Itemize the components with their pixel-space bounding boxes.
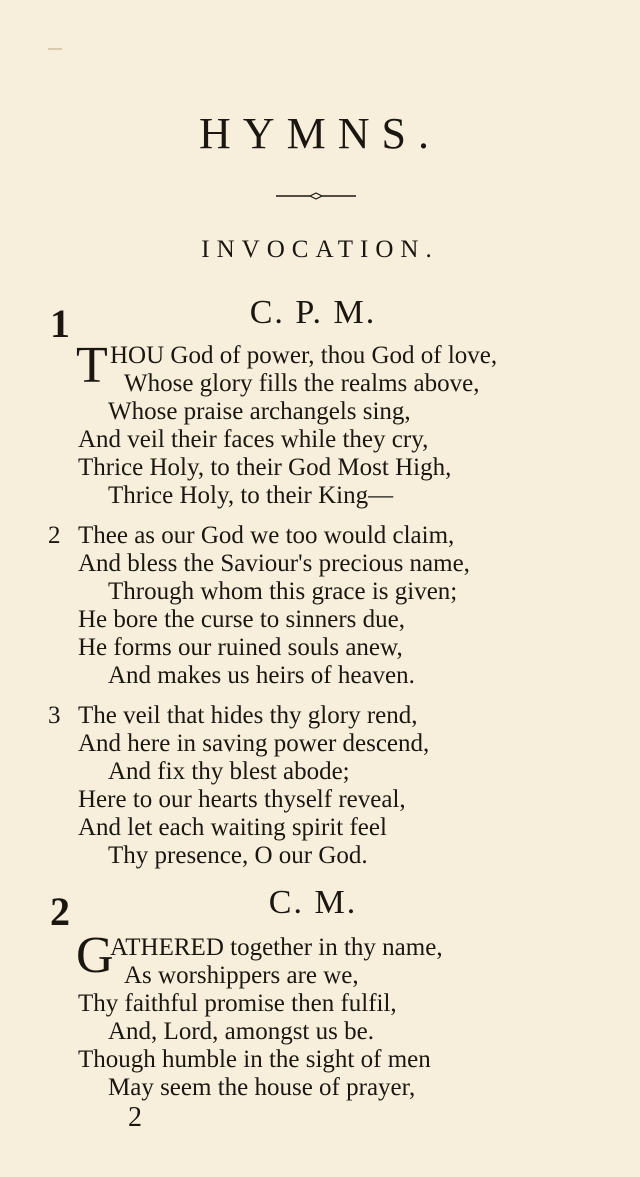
hymn-meter: C. M. (268, 884, 358, 921)
hymn-line: Though humble in the sight of men (78, 1046, 431, 1073)
hymn-line: And, Lord, amongst us be. (108, 1018, 374, 1045)
hymn-line: May seem the house of prayer, (108, 1074, 416, 1101)
hymn-line: Whose praise archangels sing, (108, 398, 411, 425)
section-heading: INVOCATION. (201, 236, 439, 263)
hymn-line: And veil their faces while they cry, (78, 426, 429, 453)
hymn-line: Thrice Holy, to their King— (108, 482, 394, 509)
hymn-line: And makes us heirs of heaven. (108, 662, 415, 689)
hymn-line: Thy faithful promise then fulfil, (78, 990, 397, 1017)
hymn-line: And here in saving power descend, (78, 730, 430, 757)
stanza-number: 3 (48, 702, 61, 729)
hymn-line: Whose glory fills the realms above, (124, 370, 480, 397)
hymn-line: HOU God of power, thou God of love, (110, 342, 498, 369)
hymn-line: Thee as our God we too would claim, (78, 522, 455, 549)
hymn-line: And let each waiting spirit feel (78, 814, 387, 841)
hymn-number: 1 (50, 301, 70, 346)
drop-cap: T (76, 337, 108, 394)
hymn-line: Here to our hearts thyself reveal, (78, 786, 406, 813)
hymn-line: Through whom this grace is given; (108, 578, 458, 605)
hymn-line: And fix thy blest abode; (108, 758, 350, 785)
hymn-line: Thrice Holy, to their God Most High, (78, 454, 452, 481)
stanza-number: 2 (48, 522, 61, 549)
hymn-line: Thy presence, O our God. (108, 842, 368, 869)
hymn-line: ATHERED together in thy name, (110, 934, 443, 961)
paper-blemish (48, 48, 62, 50)
hymn-line: And bless the Saviour's precious name, (78, 550, 470, 577)
signature-mark: 2 (128, 1102, 142, 1133)
hymn-line: He bore the curse to sinners due, (78, 606, 405, 633)
ornamental-rule (276, 190, 356, 202)
hymn-meter: C. P. M. (249, 294, 377, 331)
hymn-line: As worshippers are we, (124, 962, 359, 989)
drop-cap: G (76, 927, 114, 984)
hymn-line: The veil that hides thy glory rend, (78, 702, 418, 729)
page-title: HYMNS. (199, 109, 441, 158)
hymn-number: 2 (50, 889, 70, 934)
hymn-line: He forms our ruined souls anew, (78, 634, 403, 661)
